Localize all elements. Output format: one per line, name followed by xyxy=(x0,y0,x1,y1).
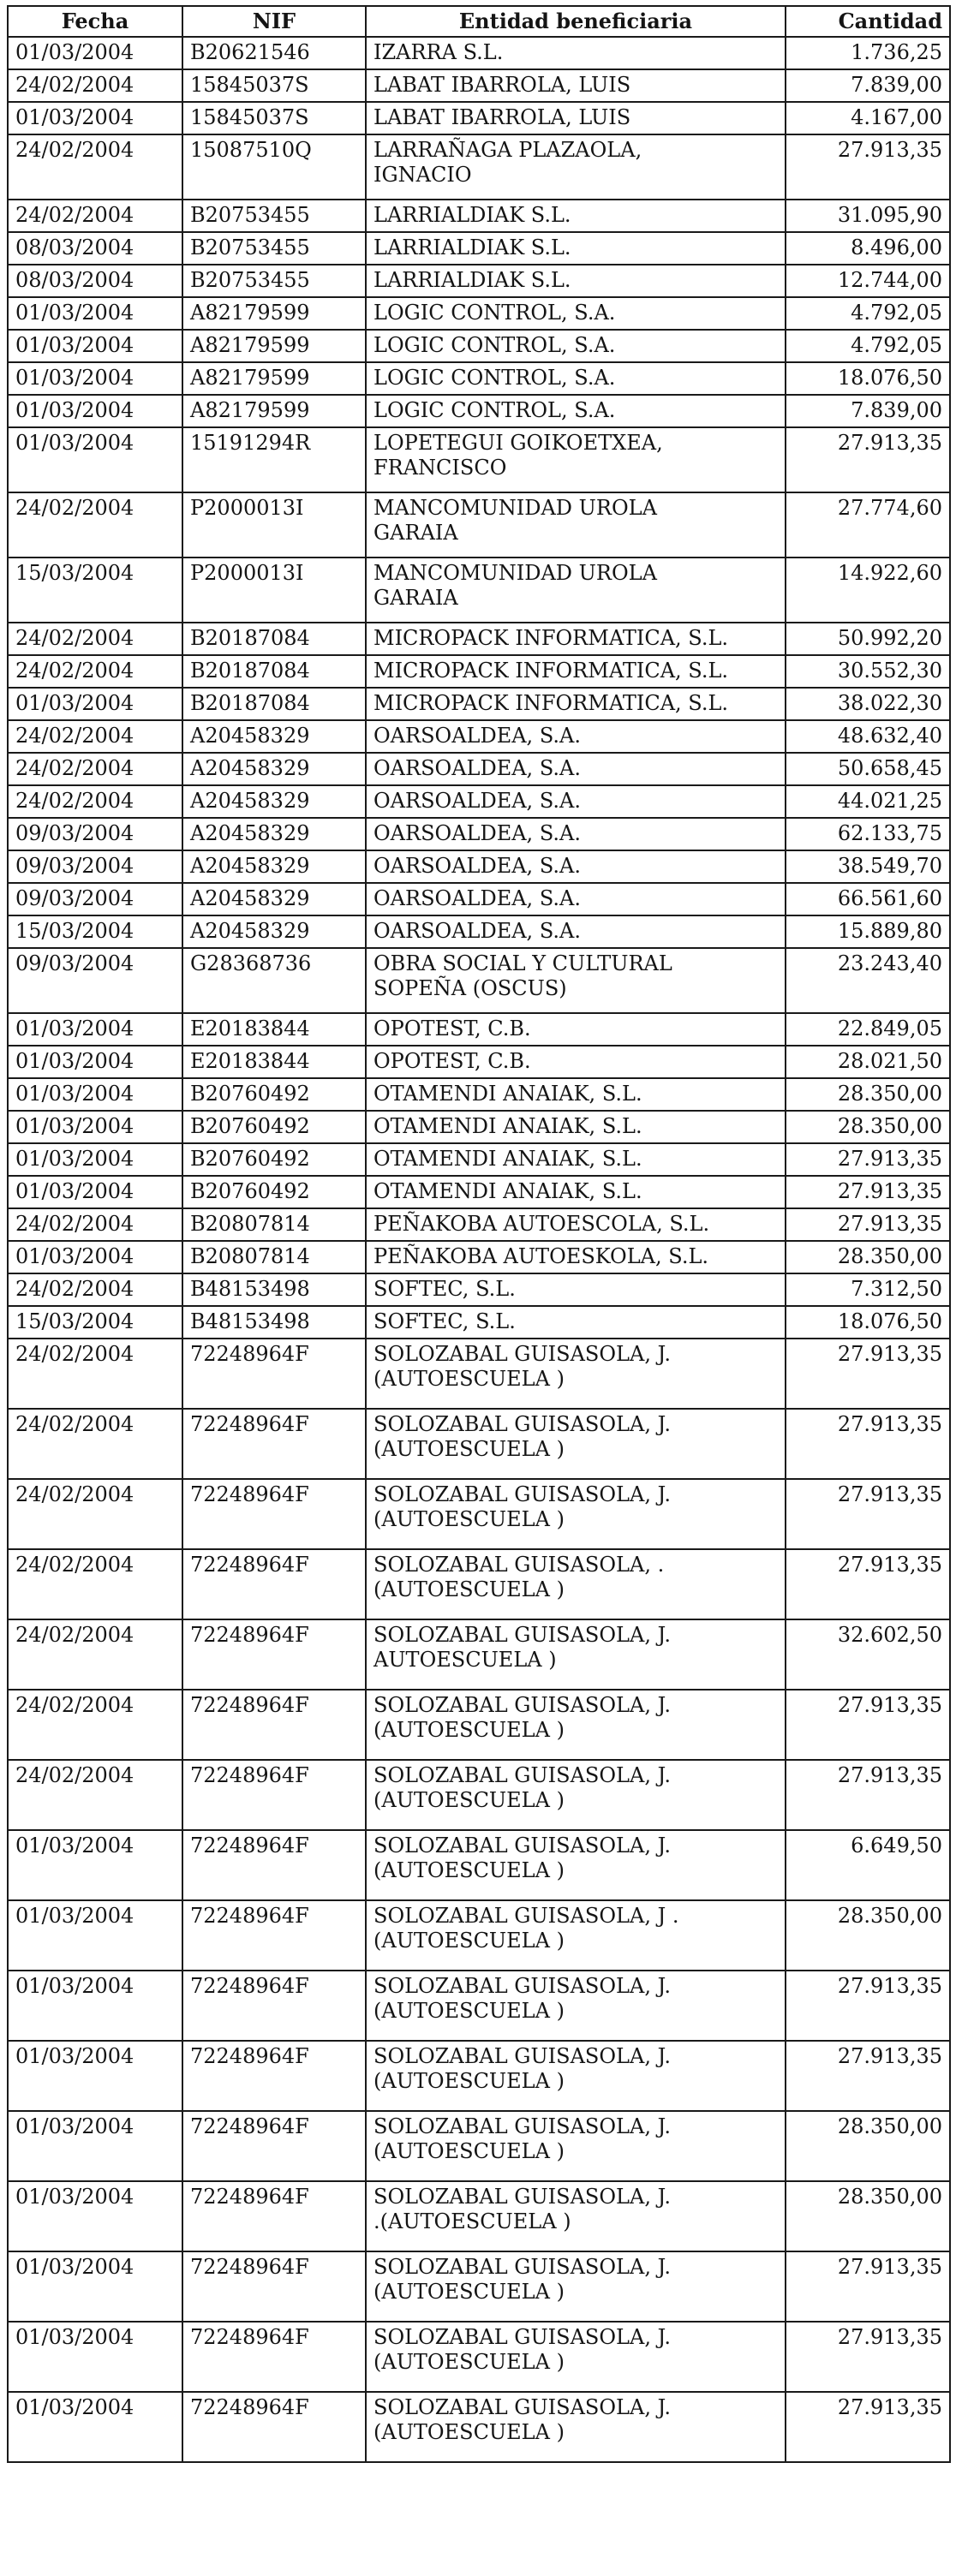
table-row xyxy=(8,265,950,297)
table-row xyxy=(8,2322,950,2392)
cell-fecha: 01/03/2004 xyxy=(8,1241,182,1273)
cell-fecha: 24/02/2004 xyxy=(8,1273,182,1306)
table-row xyxy=(8,655,950,688)
cell-cantidad: 27.913,35 xyxy=(786,2322,950,2392)
cell-nif: B20187084 xyxy=(182,655,366,688)
cell-cantidad: 28.350,00 xyxy=(786,2181,950,2251)
table-row xyxy=(8,1273,950,1306)
cell-nif: P2000013I xyxy=(182,492,366,558)
cell-entidad: LOGIC CONTROL, S.A. xyxy=(366,330,786,362)
cell-nif: A82179599 xyxy=(182,362,366,395)
cell-fecha: 01/03/2004 xyxy=(8,395,182,427)
cell-cantidad: 38.022,30 xyxy=(786,688,950,720)
table-row xyxy=(8,1176,950,1208)
cell-cantidad: 27.913,35 xyxy=(786,1971,950,2041)
cell-nif: B20187084 xyxy=(182,688,366,720)
cell-nif: 72248964F xyxy=(182,2181,366,2251)
table-body xyxy=(8,37,950,2462)
cell-fecha: 24/02/2004 xyxy=(8,1208,182,1241)
cell-fecha: 01/03/2004 xyxy=(8,688,182,720)
table-row xyxy=(8,1619,950,1690)
cell-fecha: 24/02/2004 xyxy=(8,655,182,688)
cell-fecha: 24/02/2004 xyxy=(8,69,182,102)
cell-nif: A20458329 xyxy=(182,883,366,915)
cell-cantidad: 28.350,00 xyxy=(786,1111,950,1143)
cell-entidad: OTAMENDI ANAIAK, S.L. xyxy=(366,1078,786,1111)
cell-cantidad: 50.992,20 xyxy=(786,623,950,655)
cell-cantidad: 27.913,35 xyxy=(786,427,950,492)
cell-nif: E20183844 xyxy=(182,1013,366,1046)
cell-cantidad: 1.736,25 xyxy=(786,37,950,69)
cell-entidad: SOLOZABAL GUISASOLA, J. (AUTOESCUELA ) xyxy=(366,2251,786,2322)
header-cantidad: Cantidad xyxy=(786,6,950,37)
cell-fecha: 15/03/2004 xyxy=(8,915,182,948)
table-row xyxy=(8,720,950,753)
cell-entidad: OPOTEST, C.B. xyxy=(366,1046,786,1078)
cell-fecha: 01/03/2004 xyxy=(8,102,182,134)
table-row xyxy=(8,1479,950,1549)
cell-fecha: 01/03/2004 xyxy=(8,1900,182,1971)
cell-cantidad: 8.496,00 xyxy=(786,232,950,265)
cell-cantidad: 14.922,60 xyxy=(786,558,950,623)
cell-fecha: 01/03/2004 xyxy=(8,1078,182,1111)
header-fecha: Fecha xyxy=(8,6,182,37)
cell-cantidad: 22.849,05 xyxy=(786,1013,950,1046)
cell-nif: 72248964F xyxy=(182,1971,366,2041)
cell-entidad: SOLOZABAL GUISASOLA, J. (AUTOESCUELA ) xyxy=(366,1339,786,1409)
cell-entidad: OTAMENDI ANAIAK, S.L. xyxy=(366,1143,786,1176)
table-row xyxy=(8,785,950,818)
table-row xyxy=(8,362,950,395)
cell-entidad: SOLOZABAL GUISASOLA, J. (AUTOESCUELA ) xyxy=(366,1760,786,1830)
table-row xyxy=(8,330,950,362)
table-row xyxy=(8,2392,950,2462)
cell-nif: 72248964F xyxy=(182,1409,366,1479)
cell-nif: A20458329 xyxy=(182,753,366,785)
cell-cantidad: 32.602,50 xyxy=(786,1619,950,1690)
cell-cantidad: 18.076,50 xyxy=(786,1306,950,1339)
cell-entidad: SOLOZABAL GUISASOLA, J. (AUTOESCUELA ) xyxy=(366,2322,786,2392)
cell-nif: A82179599 xyxy=(182,330,366,362)
cell-entidad: OTAMENDI ANAIAK, S.L. xyxy=(366,1176,786,1208)
cell-cantidad: 28.350,00 xyxy=(786,1900,950,1971)
cell-cantidad: 38.549,70 xyxy=(786,850,950,883)
cell-entidad: PEÑAKOBA AUTOESCOLA, S.L. xyxy=(366,1208,786,1241)
cell-nif: B20807814 xyxy=(182,1208,366,1241)
table-row xyxy=(8,1900,950,1971)
cell-entidad: OARSOALDEA, S.A. xyxy=(366,720,786,753)
table-row xyxy=(8,2111,950,2181)
cell-nif: 72248964F xyxy=(182,1339,366,1409)
cell-cantidad: 23.243,40 xyxy=(786,948,950,1013)
cell-entidad: LABAT IBARROLA, LUIS xyxy=(366,102,786,134)
cell-cantidad: 4.792,05 xyxy=(786,330,950,362)
cell-fecha: 24/02/2004 xyxy=(8,1479,182,1549)
table-row xyxy=(8,1306,950,1339)
cell-fecha: 24/02/2004 xyxy=(8,720,182,753)
cell-cantidad: 27.913,35 xyxy=(786,1760,950,1830)
cell-cantidad: 6.649,50 xyxy=(786,1830,950,1900)
cell-cantidad: 66.561,60 xyxy=(786,883,950,915)
cell-cantidad: 28.350,00 xyxy=(786,1241,950,1273)
cell-nif: 72248964F xyxy=(182,2041,366,2111)
cell-cantidad: 27.913,35 xyxy=(786,1143,950,1176)
table-row xyxy=(8,102,950,134)
cell-fecha: 24/02/2004 xyxy=(8,1619,182,1690)
cell-fecha: 01/03/2004 xyxy=(8,2392,182,2462)
cell-cantidad: 18.076,50 xyxy=(786,362,950,395)
cell-entidad: SOLOZABAL GUISASOLA, J. (AUTOESCUELA ) xyxy=(366,2041,786,2111)
cell-cantidad: 31.095,90 xyxy=(786,200,950,232)
cell-cantidad: 27.913,35 xyxy=(786,1208,950,1241)
table-row xyxy=(8,558,950,623)
cell-nif: B20760492 xyxy=(182,1143,366,1176)
table-row xyxy=(8,948,950,1013)
cell-entidad: OARSOALDEA, S.A. xyxy=(366,850,786,883)
cell-nif: 72248964F xyxy=(182,1690,366,1760)
table-row xyxy=(8,395,950,427)
cell-cantidad: 7.312,50 xyxy=(786,1273,950,1306)
cell-nif: A82179599 xyxy=(182,297,366,330)
table-row xyxy=(8,1690,950,1760)
cell-nif: 72248964F xyxy=(182,2322,366,2392)
table-row xyxy=(8,1760,950,1830)
document-page xyxy=(7,5,949,2463)
cell-nif: 15845037S xyxy=(182,69,366,102)
table-row xyxy=(8,883,950,915)
cell-fecha: 24/02/2004 xyxy=(8,134,182,200)
table-row xyxy=(8,297,950,330)
table-row xyxy=(8,1830,950,1900)
table-row xyxy=(8,1971,950,2041)
table-row xyxy=(8,200,950,232)
table-row xyxy=(8,818,950,850)
cell-nif: 72248964F xyxy=(182,1549,366,1619)
cell-nif: A20458329 xyxy=(182,720,366,753)
cell-entidad: MANCOMUNIDAD UROLA GARAIA xyxy=(366,558,786,623)
cell-nif: B20807814 xyxy=(182,1241,366,1273)
cell-nif: B20753455 xyxy=(182,200,366,232)
cell-entidad: MANCOMUNIDAD UROLA GARAIA xyxy=(366,492,786,558)
cell-fecha: 15/03/2004 xyxy=(8,558,182,623)
cell-cantidad: 4.167,00 xyxy=(786,102,950,134)
table-row xyxy=(8,1208,950,1241)
table-row xyxy=(8,1046,950,1078)
cell-entidad: SOLOZABAL GUISASOLA, J. (AUTOESCUELA ) xyxy=(366,1690,786,1760)
table-row xyxy=(8,69,950,102)
cell-cantidad: 27.913,35 xyxy=(786,2392,950,2462)
cell-entidad: LOGIC CONTROL, S.A. xyxy=(366,297,786,330)
cell-fecha: 24/02/2004 xyxy=(8,785,182,818)
table-row xyxy=(8,427,950,492)
cell-fecha: 01/03/2004 xyxy=(8,2181,182,2251)
cell-fecha: 01/03/2004 xyxy=(8,1143,182,1176)
cell-entidad: OARSOALDEA, S.A. xyxy=(366,753,786,785)
cell-nif: A82179599 xyxy=(182,395,366,427)
cell-nif: B48153498 xyxy=(182,1306,366,1339)
cell-nif: B20753455 xyxy=(182,265,366,297)
cell-cantidad: 28.350,00 xyxy=(786,2111,950,2181)
cell-fecha: 01/03/2004 xyxy=(8,1111,182,1143)
cell-entidad: SOLOZABAL GUISASOLA, J. (AUTOESCUELA ) xyxy=(366,2111,786,2181)
header-entidad: Entidad beneficiaria xyxy=(366,6,786,37)
table-row xyxy=(8,623,950,655)
cell-nif: B20760492 xyxy=(182,1176,366,1208)
cell-fecha: 09/03/2004 xyxy=(8,818,182,850)
cell-nif: B48153498 xyxy=(182,1273,366,1306)
cell-entidad: SOLOZABAL GUISASOLA, J. (AUTOESCUELA ) xyxy=(366,1479,786,1549)
cell-fecha: 01/03/2004 xyxy=(8,1176,182,1208)
cell-nif: 15845037S xyxy=(182,102,366,134)
cell-cantidad: 7.839,00 xyxy=(786,395,950,427)
cell-entidad: LOPETEGUI GOIKOETXEA, FRANCISCO xyxy=(366,427,786,492)
cell-entidad: OBRA SOCIAL Y CULTURAL SOPEÑA (OSCUS) xyxy=(366,948,786,1013)
cell-entidad: SOLOZABAL GUISASOLA, J. (AUTOESCUELA ) xyxy=(366,1971,786,2041)
cell-fecha: 01/03/2004 xyxy=(8,2041,182,2111)
cell-entidad: SOLOZABAL GUISASOLA, J. (AUTOESCUELA ) xyxy=(366,1830,786,1900)
cell-nif: E20183844 xyxy=(182,1046,366,1078)
cell-entidad: SOLOZABAL GUISASOLA, J. (AUTOESCUELA ) xyxy=(366,1409,786,1479)
table-row xyxy=(8,1339,950,1409)
cell-cantidad: 48.632,40 xyxy=(786,720,950,753)
cell-entidad: LOGIC CONTROL, S.A. xyxy=(366,395,786,427)
cell-fecha: 01/03/2004 xyxy=(8,2111,182,2181)
cell-fecha: 24/02/2004 xyxy=(8,1690,182,1760)
cell-cantidad: 44.021,25 xyxy=(786,785,950,818)
table-row xyxy=(8,2251,950,2322)
cell-cantidad: 28.350,00 xyxy=(786,1078,950,1111)
cell-cantidad: 27.913,35 xyxy=(786,2041,950,2111)
cell-fecha: 01/03/2004 xyxy=(8,1046,182,1078)
table-row xyxy=(8,1409,950,1479)
cell-nif: A20458329 xyxy=(182,850,366,883)
cell-fecha: 24/02/2004 xyxy=(8,1760,182,1830)
cell-fecha: 08/03/2004 xyxy=(8,265,182,297)
table-row xyxy=(8,37,950,69)
cell-nif: 72248964F xyxy=(182,2111,366,2181)
cell-nif: 72248964F xyxy=(182,2392,366,2462)
table-row xyxy=(8,1143,950,1176)
table-row xyxy=(8,688,950,720)
cell-entidad: PEÑAKOBA AUTOESKOLA, S.L. xyxy=(366,1241,786,1273)
cell-nif: 15087510Q xyxy=(182,134,366,200)
cell-cantidad: 27.913,35 xyxy=(786,1176,950,1208)
cell-fecha: 01/03/2004 xyxy=(8,2322,182,2392)
cell-entidad: LARRIALDIAK S.L. xyxy=(366,232,786,265)
cell-entidad: LARRIALDIAK S.L. xyxy=(366,200,786,232)
cell-nif: 72248964F xyxy=(182,1479,366,1549)
cell-fecha: 01/03/2004 xyxy=(8,1971,182,2041)
cell-nif: 72248964F xyxy=(182,1830,366,1900)
cell-cantidad: 27.913,35 xyxy=(786,1339,950,1409)
cell-entidad: OPOTEST, C.B. xyxy=(366,1013,786,1046)
table-row xyxy=(8,1111,950,1143)
cell-fecha: 24/02/2004 xyxy=(8,753,182,785)
cell-fecha: 09/03/2004 xyxy=(8,948,182,1013)
cell-nif: A20458329 xyxy=(182,915,366,948)
cell-fecha: 01/03/2004 xyxy=(8,2251,182,2322)
table-row xyxy=(8,232,950,265)
cell-entidad: LABAT IBARROLA, LUIS xyxy=(366,69,786,102)
cell-entidad: MICROPACK INFORMATICA, S.L. xyxy=(366,623,786,655)
cell-fecha: 24/02/2004 xyxy=(8,1339,182,1409)
cell-cantidad: 4.792,05 xyxy=(786,297,950,330)
cell-entidad: LARRAÑAGA PLAZAOLA, IGNACIO xyxy=(366,134,786,200)
cell-cantidad: 7.839,00 xyxy=(786,69,950,102)
table-row xyxy=(8,850,950,883)
table-row xyxy=(8,1241,950,1273)
table-row xyxy=(8,1013,950,1046)
cell-nif: B20621546 xyxy=(182,37,366,69)
cell-entidad: SOLOZABAL GUISASOLA, J. AUTOESCUELA ) xyxy=(366,1619,786,1690)
cell-entidad: IZARRA S.L. xyxy=(366,37,786,69)
cell-entidad: SOFTEC, S.L. xyxy=(366,1306,786,1339)
header-nif: NIF xyxy=(182,6,366,37)
cell-entidad: SOLOZABAL GUISASOLA, J . (AUTOESCUELA ) xyxy=(366,1900,786,1971)
table-row xyxy=(8,1078,950,1111)
cell-entidad: SOLOZABAL GUISASOLA, J. .(AUTOESCUELA ) xyxy=(366,2181,786,2251)
cell-cantidad: 62.133,75 xyxy=(786,818,950,850)
table-row xyxy=(8,2041,950,2111)
cell-entidad: SOFTEC, S.L. xyxy=(366,1273,786,1306)
cell-entidad: MICROPACK INFORMATICA, S.L. xyxy=(366,688,786,720)
cell-fecha: 24/02/2004 xyxy=(8,1549,182,1619)
table-row xyxy=(8,134,950,200)
cell-nif: A20458329 xyxy=(182,818,366,850)
cell-fecha: 09/03/2004 xyxy=(8,850,182,883)
table-row xyxy=(8,2181,950,2251)
table-row xyxy=(8,492,950,558)
cell-entidad: MICROPACK INFORMATICA, S.L. xyxy=(366,655,786,688)
cell-entidad: SOLOZABAL GUISASOLA, . (AUTOESCUELA ) xyxy=(366,1549,786,1619)
table-row xyxy=(8,1549,950,1619)
cell-cantidad: 27.774,60 xyxy=(786,492,950,558)
table-header-row xyxy=(8,6,950,37)
table-row xyxy=(8,915,950,948)
cell-entidad: OARSOALDEA, S.A. xyxy=(366,818,786,850)
cell-entidad: SOLOZABAL GUISASOLA, J. (AUTOESCUELA ) xyxy=(366,2392,786,2462)
cell-nif: G28368736 xyxy=(182,948,366,1013)
cell-fecha: 01/03/2004 xyxy=(8,1830,182,1900)
cell-fecha: 24/02/2004 xyxy=(8,1409,182,1479)
cell-fecha: 01/03/2004 xyxy=(8,1013,182,1046)
cell-cantidad: 50.658,45 xyxy=(786,753,950,785)
cell-nif: P2000013I xyxy=(182,558,366,623)
cell-nif: 72248964F xyxy=(182,1900,366,1971)
cell-fecha: 08/03/2004 xyxy=(8,232,182,265)
cell-entidad: LOGIC CONTROL, S.A. xyxy=(366,362,786,395)
cell-nif: 15191294R xyxy=(182,427,366,492)
cell-nif: A20458329 xyxy=(182,785,366,818)
cell-fecha: 01/03/2004 xyxy=(8,330,182,362)
cell-nif: 72248964F xyxy=(182,2251,366,2322)
cell-fecha: 01/03/2004 xyxy=(8,37,182,69)
cell-cantidad: 27.913,35 xyxy=(786,1409,950,1479)
cell-fecha: 01/03/2004 xyxy=(8,427,182,492)
cell-cantidad: 28.021,50 xyxy=(786,1046,950,1078)
cell-cantidad: 27.913,35 xyxy=(786,134,950,200)
cell-cantidad: 15.889,80 xyxy=(786,915,950,948)
cell-cantidad: 27.913,35 xyxy=(786,2251,950,2322)
cell-cantidad: 27.913,35 xyxy=(786,1549,950,1619)
cell-entidad: OTAMENDI ANAIAK, S.L. xyxy=(366,1111,786,1143)
cell-fecha: 24/02/2004 xyxy=(8,623,182,655)
cell-entidad: OARSOALDEA, S.A. xyxy=(366,785,786,818)
cell-fecha: 01/03/2004 xyxy=(8,362,182,395)
cell-nif: B20753455 xyxy=(182,232,366,265)
cell-cantidad: 30.552,30 xyxy=(786,655,950,688)
cell-nif: 72248964F xyxy=(182,1619,366,1690)
cell-nif: B20760492 xyxy=(182,1111,366,1143)
cell-cantidad: 27.913,35 xyxy=(786,1479,950,1549)
cell-entidad: OARSOALDEA, S.A. xyxy=(366,915,786,948)
cell-cantidad: 27.913,35 xyxy=(786,1690,950,1760)
cell-nif: 72248964F xyxy=(182,1760,366,1830)
cell-nif: B20187084 xyxy=(182,623,366,655)
cell-entidad: OARSOALDEA, S.A. xyxy=(366,883,786,915)
cell-fecha: 24/02/2004 xyxy=(8,492,182,558)
beneficiaries-table xyxy=(7,5,951,2463)
cell-fecha: 09/03/2004 xyxy=(8,883,182,915)
cell-cantidad: 12.744,00 xyxy=(786,265,950,297)
cell-nif: B20760492 xyxy=(182,1078,366,1111)
cell-fecha: 24/02/2004 xyxy=(8,200,182,232)
cell-fecha: 01/03/2004 xyxy=(8,297,182,330)
table-row xyxy=(8,753,950,785)
cell-fecha: 15/03/2004 xyxy=(8,1306,182,1339)
cell-entidad: LARRIALDIAK S.L. xyxy=(366,265,786,297)
